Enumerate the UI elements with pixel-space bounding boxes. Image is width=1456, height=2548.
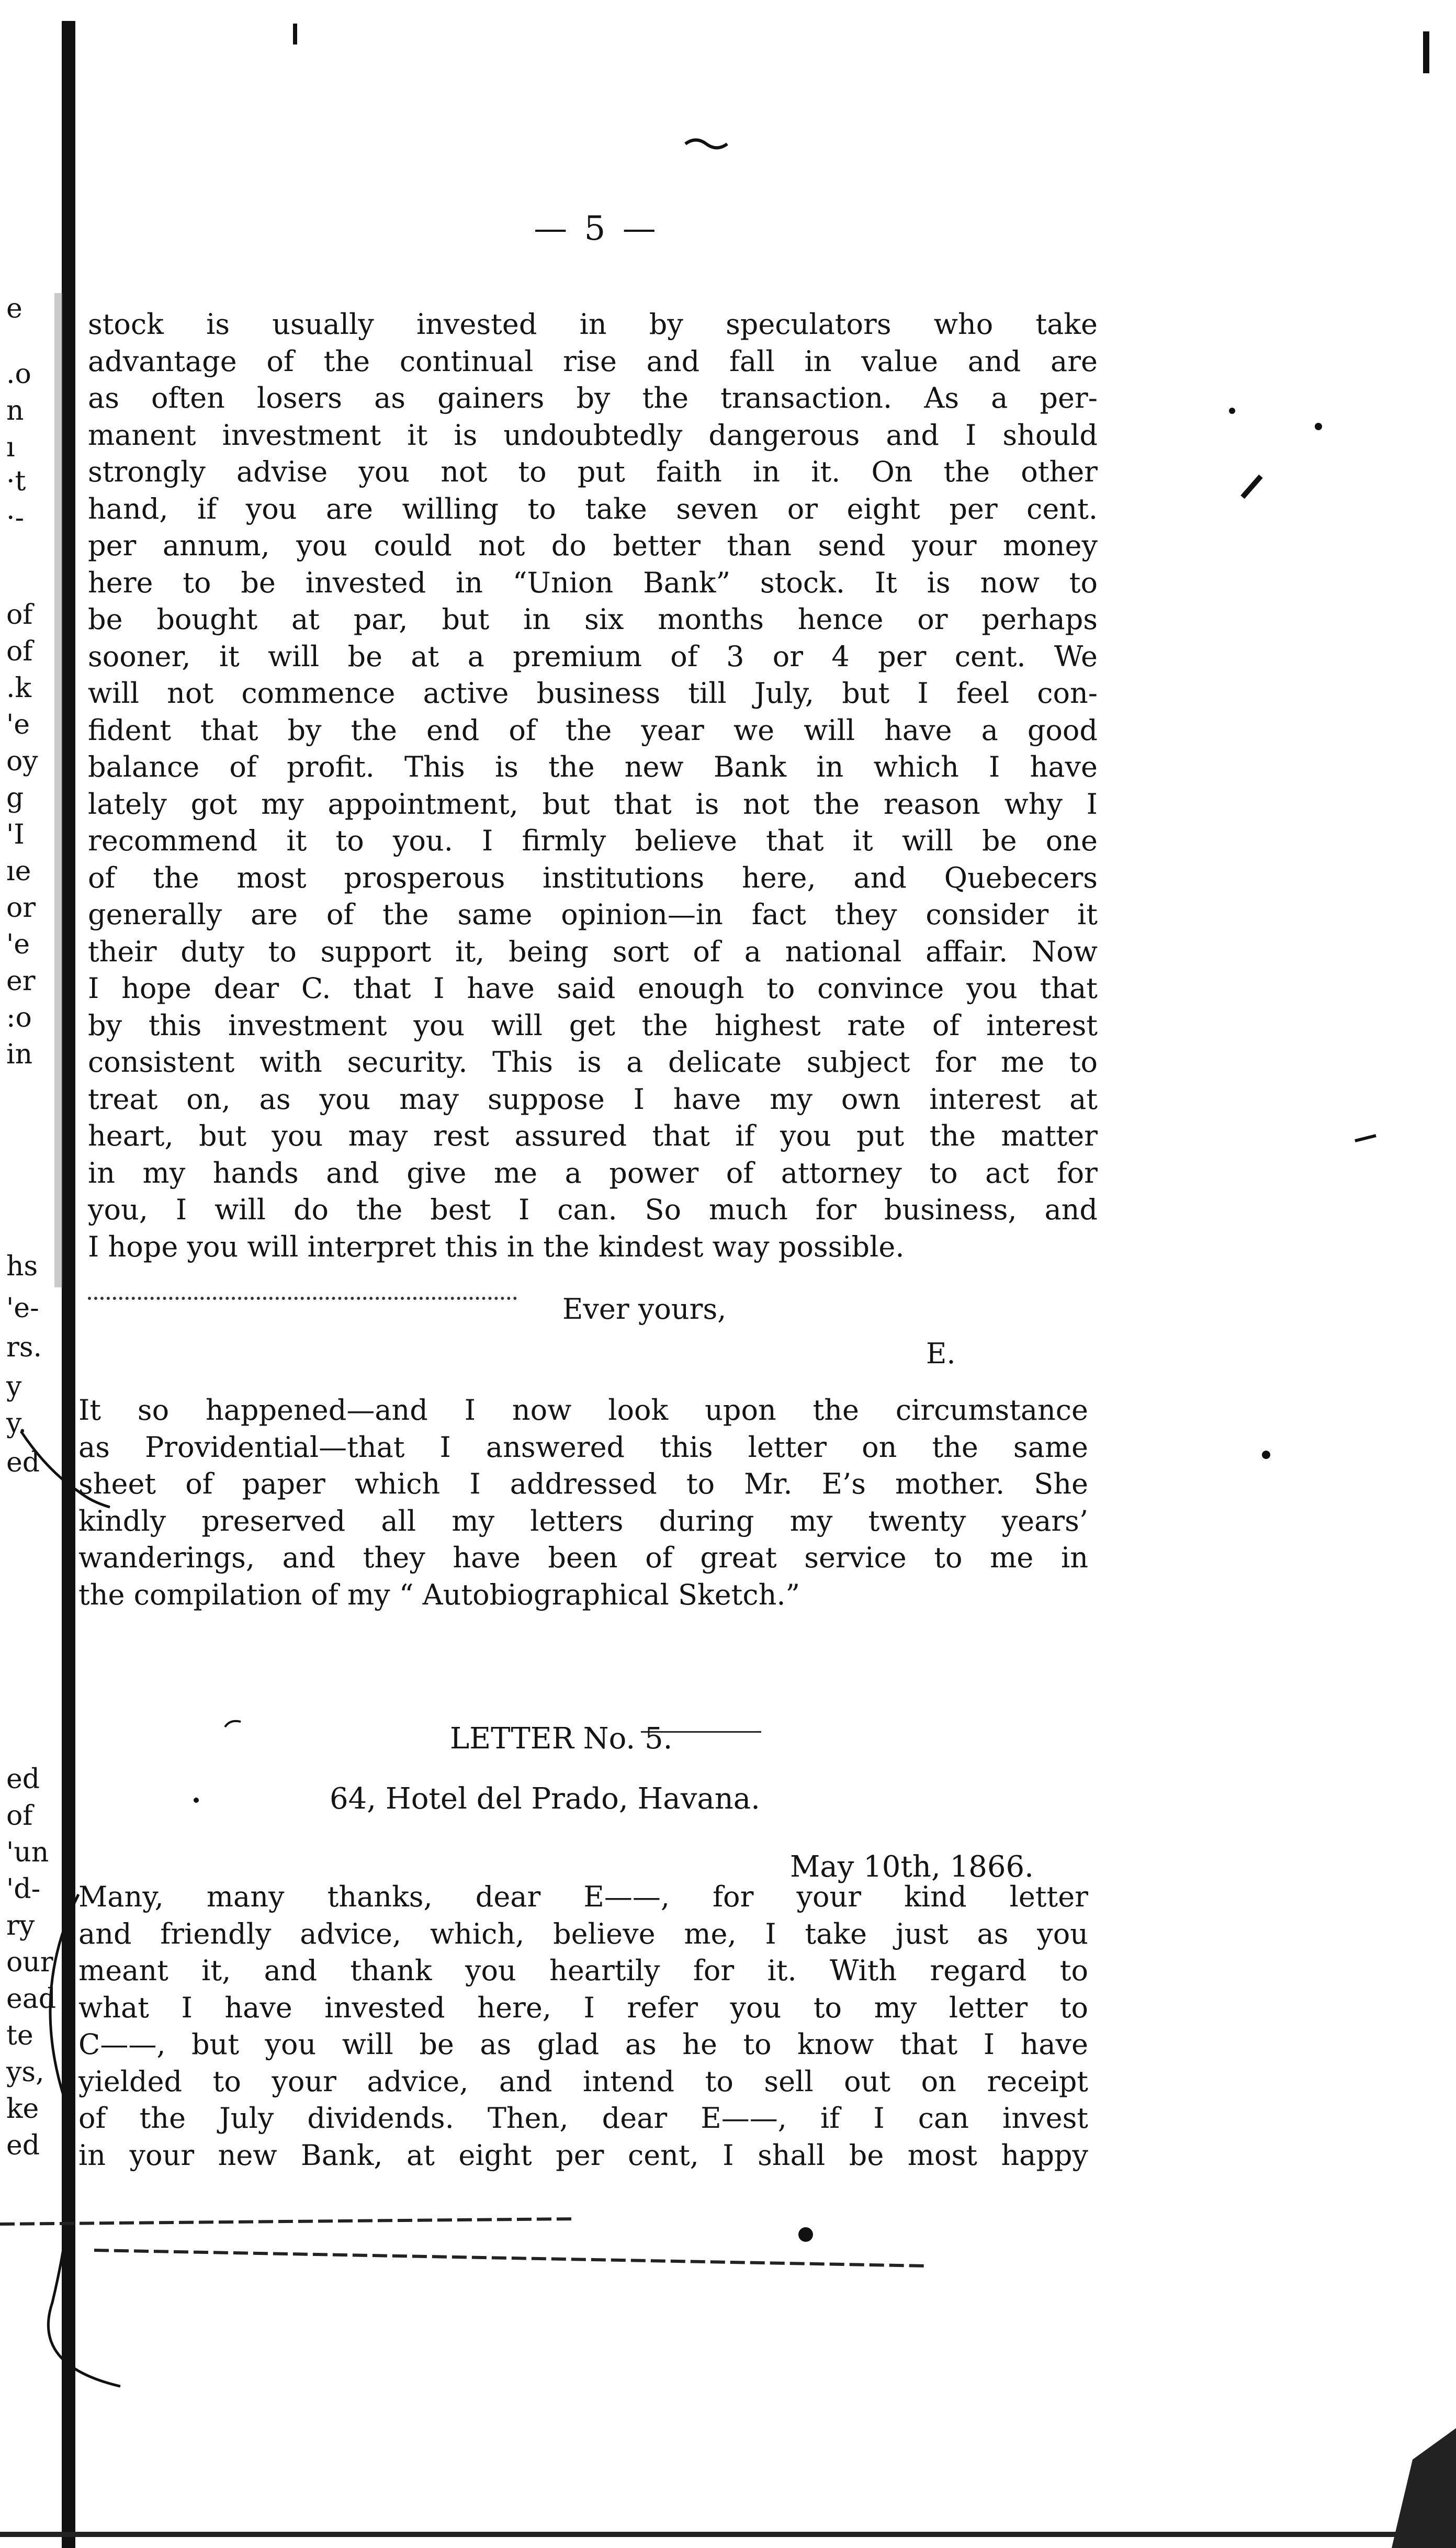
text-line: I hope you will interpret this in the kindest way possible. [88,1230,905,1263]
closing-signature: E. [926,1337,956,1370]
letter-address: 64, Hotel del Prado, Havana. [330,1782,760,1816]
text-line: here to be invested in “Union Bank” stock. It is now to [88,566,1098,599]
margin-fragment: rs. [6,1332,42,1363]
margin-fragment: ed [6,1764,40,1795]
margin-fragment: ed [6,2130,40,2161]
text-line: their duty to support it, being sort of a national affair. Now [88,935,1098,968]
text-line: you, I will do the best I can. So much for business, and [88,1193,1098,1226]
margin-fragment: ke [6,2093,39,2125]
text-line: generally are of the same opinion—in fact they consider it [88,898,1098,931]
text-line: stock is usually invested in by speculators who take [88,308,1098,341]
corner-tear [1392,2428,1456,2548]
text-line: in your new Bank, at eight per cent, I shall be most happy [78,2138,1088,2172]
margin-fragment: or [6,892,36,924]
paragraph-investment-advice [88,306,1098,1265]
text-line: Many, many thanks, dear E——, for your kind letter [78,1880,1088,1913]
dotted-separator [88,1297,517,1300]
speck [798,2227,813,2242]
margin-fragment: y [6,1371,22,1402]
text-line: wanderings, and they have been of great service to me in [78,1541,1088,1574]
margin-fragment: 'e [6,929,30,960]
margin-fragment: 'e- [6,1293,39,1324]
text-line: heart, but you may rest assured that if you put the matter [88,1119,1098,1152]
speck [194,1798,199,1803]
speck [1423,31,1429,73]
text-line: hand, if you are willing to take seven or eight per cent. [88,492,1098,525]
margin-fragment: ·- [6,502,25,534]
margin-fragment: ed [6,1447,40,1478]
letter-heading: LETTER No. 5. [450,1722,673,1756]
text-line: sheet of paper which I addressed to Mr. E’s mother. She [78,1467,1088,1500]
margin-fragment: .k [6,672,32,704]
page-number: — 5 — [534,209,659,248]
text-line: yielded to your advice, and intend to sell out on receipt [78,2064,1088,2098]
margin-fragment: n [6,395,24,426]
text-line: as Providential—that I answered this letter on the same [78,1430,1088,1464]
margin-fragment: of [6,1800,33,1832]
margin-fragment: er [6,966,36,997]
margin-fragment: 'un [6,1837,49,1868]
margin-fragment: ry [6,1910,35,1941]
letter-date: May 10th, 1866. [790,1850,1034,1884]
margin-fragment: ys, [6,2057,44,2088]
tilde-mark [685,140,727,148]
speck [1262,1451,1270,1459]
margin-fragment: :o [6,1002,32,1034]
text-line: per annum, you could not do better than send your money [88,529,1098,562]
binding-edge-bar [62,21,75,2548]
text-line: what I have invested here, I refer you to my letter to [78,1991,1088,2024]
text-line: advantage of the continual rise and fall in value and are [88,344,1098,378]
text-line: the compilation of my “ Autobiographical Sketch.” [78,1578,800,1611]
text-line: manent investment it is undoubtedly dangerous and I should [88,418,1098,452]
margin-fragment: 'I [6,819,25,850]
margin-fragment: ead [6,1983,57,2015]
text-line: of the July dividends. Then, dear E——, if I can invest [78,2102,1088,2135]
margin-fragment: g [6,782,24,814]
margin-fragment: e [6,293,22,324]
margin-fragment: in [6,1039,33,1070]
text-line: C——, but you will be as glad as he to know that I have [78,2028,1088,2061]
text-line: strongly advise you not to put faith in it. On the other [88,455,1098,488]
bottom-edge-line [0,2532,1456,2537]
text-line: It so happened—and I now look upon the circumstance [78,1394,1088,1427]
underline-stroke [0,2219,926,2266]
speck [293,24,297,44]
text-line: balance of profit. This is the new Bank in which I have [88,750,1098,783]
margin-fragment: our [6,1947,53,1978]
speck [1355,1136,1376,1141]
bracket-mark [225,1721,241,1727]
text-line: sooner, it will be at a premium of 3 or 4 per cent. We [88,639,1098,673]
text-line: I hope dear C. that I have said enough to convince you that [88,972,1098,1005]
speck [1229,408,1235,414]
text-line: meant it, and thank you heartily for it. With regard to [78,1954,1088,1987]
paragraph-providential [78,1392,1088,1613]
margin-fragment: hs [6,1251,38,1282]
speck [1315,423,1322,430]
margin-fragment: ı [6,432,15,463]
text-line: by this investment you will get the highest rate of interest [88,1008,1098,1042]
text-line: fident that by the end of the year we will have a good [88,713,1098,747]
margin-fragment: 'd- [6,1873,41,1905]
text-line: lately got my appointment, but that is not the reason why I [88,787,1098,821]
text-line: recommend it to you. I firmly believe that it will be one [88,824,1098,857]
margin-fragment: y. [6,1408,27,1439]
margin-fragment: ıe [6,856,31,887]
margin-fragment: of [6,599,33,631]
text-line: in my hands and give me a power of attorney to act for [88,1156,1098,1189]
text-line: treat on, as you may suppose I have my own interest at [88,1082,1098,1116]
margin-fragment: of [6,636,33,667]
text-line: will not commence active business till July, but I feel con- [88,677,1098,710]
margin-fragment: ·t [6,466,26,497]
paragraph-letter-5 [78,1879,1088,2174]
text-line: kindly preserved all my letters during my twenty years’ [78,1504,1088,1537]
closing-salutation: Ever yours, [562,1293,727,1326]
text-line: consistent with security. This is a delicate subject for me to [88,1046,1098,1079]
margin-fragment: te [6,2020,33,2051]
margin-fragment: .o [6,358,31,390]
text-line: be bought at par, but in six months hence or perhaps [88,603,1098,636]
text-line: as often losers as gainers by the transaction. As a per- [88,381,1098,414]
pencil-mark [1243,476,1261,497]
margin-fragment: oy [6,746,38,777]
binding-edge-shadow [54,293,63,1287]
text-line: and friendly advice, which, believe me, I take just as you [78,1917,1088,1950]
text-line: of the most prosperous institutions here, and Quebecers [88,861,1098,894]
margin-fragment: 'e [6,709,30,740]
